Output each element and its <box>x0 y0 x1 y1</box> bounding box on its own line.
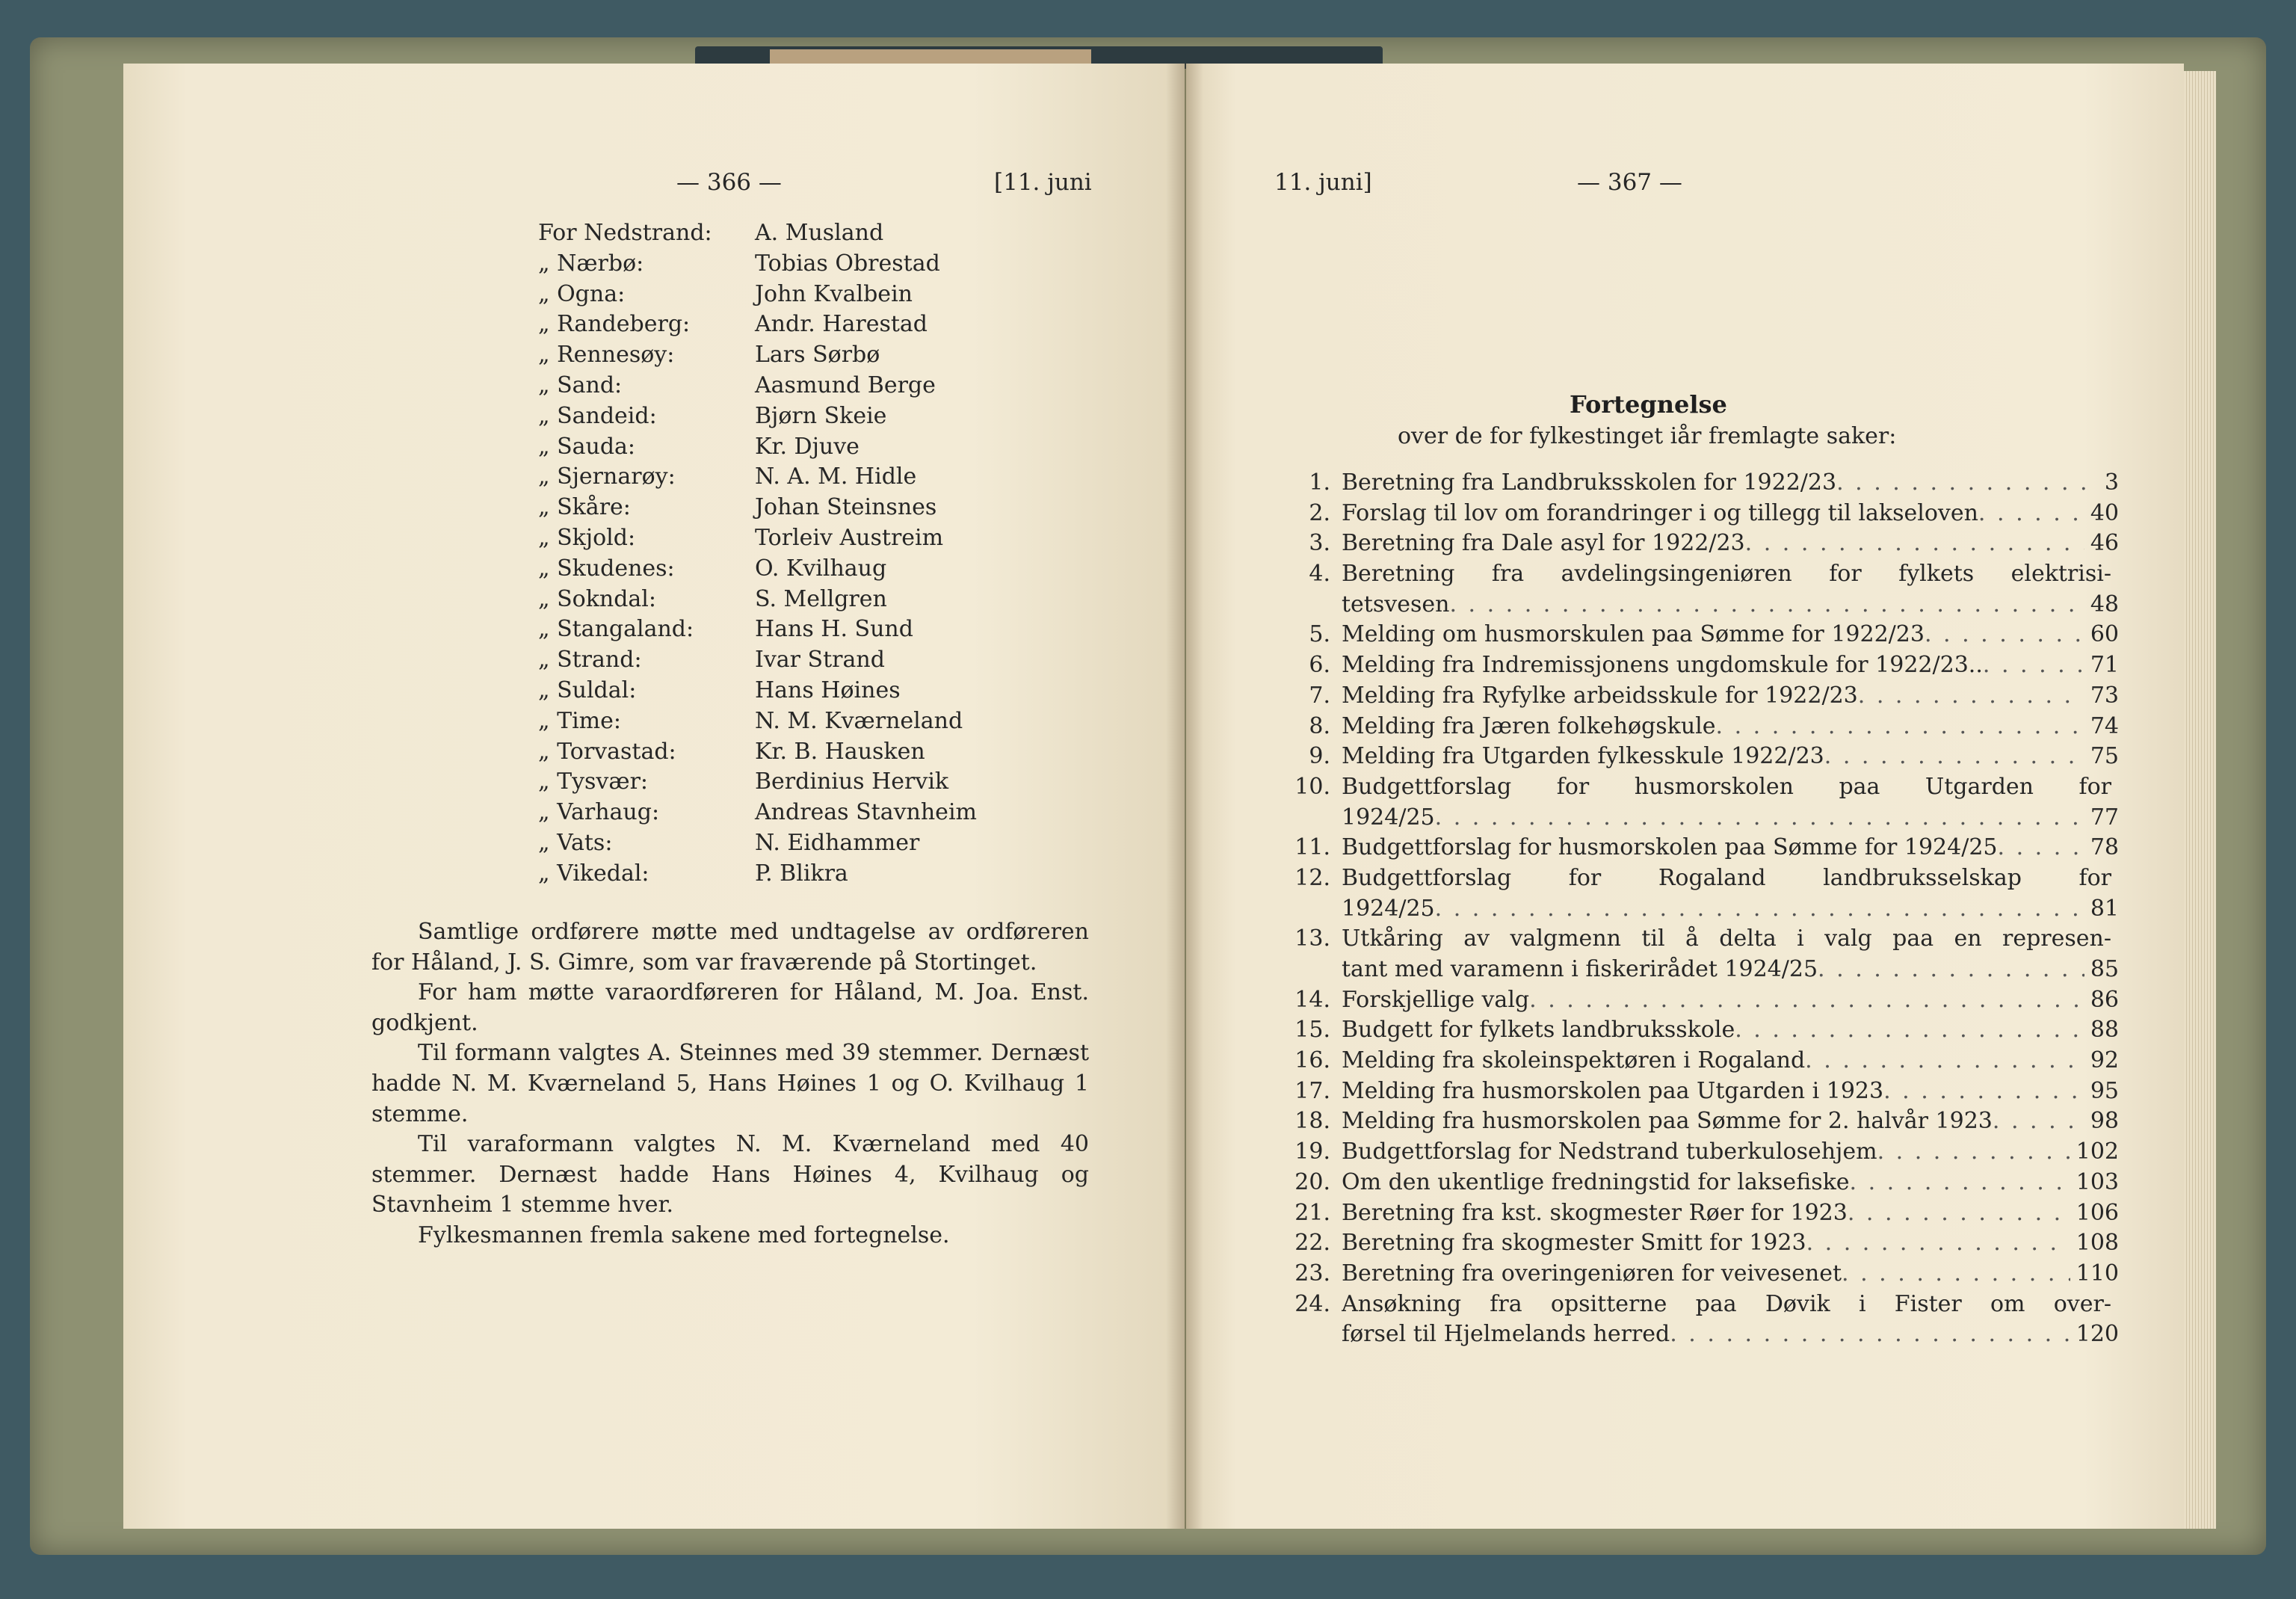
toc-entry <box>1271 1106 2119 1137</box>
toc-entry <box>1271 863 2119 924</box>
toc-entry-text: 1924/25 <box>1342 804 1435 831</box>
roster-name: Hans H. Sund <box>755 616 913 643</box>
roster-row <box>538 249 1046 280</box>
toc-leader-dots <box>1836 468 2099 499</box>
roster-place: „ Rennesøy: <box>538 342 675 369</box>
toc-page-number: 71 <box>2090 652 2119 679</box>
toc-entry-text: Budgettforslag for husmorskolen paa Sømme for 1924/25 <box>1342 834 1998 861</box>
toc-entry-text: Beretning fra avdelingsingeniøren for fylkets elektrisi- <box>1342 561 2111 588</box>
roster-row <box>538 309 1046 340</box>
toc-entry-number: 5. <box>1309 621 1330 648</box>
toc-entry-number: 16. <box>1294 1047 1330 1074</box>
toc-leader-dots <box>1670 1319 2070 1350</box>
roster-place: „ Sauda: <box>538 433 636 460</box>
toc-entry-text: Melding fra Jæren folkehøgskule <box>1342 712 1716 739</box>
toc-title: Fortegnelse <box>1570 390 1727 419</box>
toc-entry <box>1271 468 2119 499</box>
roster-place: „ Tysvær: <box>538 768 649 795</box>
toc-leader-dots <box>1449 590 2084 620</box>
roster-place: „ Randeberg: <box>538 311 691 338</box>
toc-entry-number: 22. <box>1294 1230 1330 1257</box>
toc-page-number: 46 <box>2090 530 2119 557</box>
roster-place: „ Varhaug: <box>538 799 660 826</box>
toc-entry-number: 15. <box>1294 1017 1330 1044</box>
toc-entry-text: Forskjellige valg <box>1342 986 1530 1013</box>
toc-entry-text: Melding om husmorskulen paa Sømme for 1922/23 <box>1342 621 1925 648</box>
roster-place: „ Torvastad: <box>538 738 676 765</box>
toc-entry-number: 11. <box>1294 834 1330 861</box>
toc-page-number: 106 <box>2076 1199 2119 1226</box>
roster-place: „ Sjernarøy: <box>538 463 676 490</box>
roster-name: Hans Høines <box>755 677 901 703</box>
roster-name: Johan Steinsnes <box>755 494 937 521</box>
toc-entry-number: 6. <box>1309 652 1330 679</box>
roster-name: N. M. Kværneland <box>755 707 963 734</box>
toc-leader-dots <box>1529 985 2084 1016</box>
roster-place: „ Vikedal: <box>538 860 649 887</box>
toc-leader-dots <box>1842 1259 2070 1290</box>
right-header-date: 11. juni] <box>1274 169 1372 196</box>
toc-entry <box>1271 924 2119 985</box>
toc-entry-text: Melding fra husmorskolen paa Sømme for 2. halvår 1923 <box>1342 1108 1993 1135</box>
toc-page-number: 102 <box>2076 1139 2119 1165</box>
toc-entry-number: 17. <box>1294 1077 1330 1104</box>
toc-leader-dots <box>1850 1168 2070 1198</box>
toc-entry-text: Beretning fra kst. skogmester Røer for 1923 <box>1342 1199 1848 1226</box>
toc-entry-text: Melding fra Indremissjonens ungdomskule for 1922/23.. <box>1342 652 1983 679</box>
roster-name: N. Eidhammer <box>755 829 920 856</box>
toc-leader-dots <box>1877 1137 2070 1168</box>
toc-entry-text: Budgettforslag for Rogaland landbruksselskap for <box>1342 864 2111 891</box>
toc-entry <box>1271 1076 2119 1107</box>
roster-row <box>538 462 1046 493</box>
roster-row <box>538 280 1046 310</box>
toc-leader-dots <box>1818 955 2084 985</box>
roster-place: „ Sokndal: <box>538 585 656 612</box>
roster-name: Torleiv Austreim <box>755 524 944 551</box>
toc-page-number: 85 <box>2090 956 2119 982</box>
roster-name: John Kvalbein <box>755 280 913 307</box>
toc-page-number: 86 <box>2090 986 2119 1013</box>
toc-entry-number: 23. <box>1294 1260 1330 1287</box>
roster-place: „ Sandeid: <box>538 402 657 429</box>
toc-leader-dots <box>1978 499 2084 529</box>
minutes-paragraph: Til varaformann valgtes N. M. Kværneland med 40 stemmer. Dernæst hadde Hans Høines 4, Kvilhaug og Stavnheim 1 stemme hver. <box>371 1131 1089 1218</box>
roster-place: „ Sand: <box>538 372 623 398</box>
toc-page-number: 73 <box>2090 682 2119 709</box>
toc-entry-text: Ansøkning fra opsitterne paa Døvik i Fister om over- <box>1342 1290 2111 1317</box>
toc-entry <box>1271 1198 2119 1229</box>
toc-entry-text: 1924/25 <box>1342 895 1435 922</box>
toc-entry-number: 21. <box>1294 1199 1330 1226</box>
toc-page-number: 81 <box>2090 895 2119 922</box>
roster-place: „ Stangaland: <box>538 616 694 643</box>
book-gutter <box>1166 64 1203 1529</box>
roster-place: „ Vats: <box>538 829 613 856</box>
toc-entry-text: Beretning fra Dale asyl for 1922/23 <box>1342 530 1745 557</box>
toc-page-number: 48 <box>2090 591 2119 617</box>
toc-entry-number: 2. <box>1309 499 1330 526</box>
toc-entry <box>1271 985 2119 1016</box>
mayor-roster <box>538 218 1046 890</box>
roster-place: „ Strand: <box>538 647 642 674</box>
toc-leader-dots <box>1883 1076 2084 1107</box>
toc-entry-text: Beretning fra overingeniøren for veivesenet <box>1342 1260 1842 1287</box>
toc-entry-text: Melding fra husmorskolen paa Utgarden i 1923 <box>1342 1077 1884 1104</box>
toc-entry-text: Beretning fra Landbruksskolen for 1922/23 <box>1342 469 1837 496</box>
toc-entry <box>1271 529 2119 559</box>
roster-name: Lars Sørbø <box>755 342 880 369</box>
roster-name: S. Mellgren <box>755 585 887 612</box>
toc-entry-number: 24. <box>1294 1290 1330 1317</box>
toc-entry-text: Melding fra skoleinspektøren i Rogaland <box>1342 1047 1806 1074</box>
toc-entry <box>1271 772 2119 833</box>
roster-name: P. Blikra <box>755 860 848 887</box>
roster-row <box>538 371 1046 401</box>
minutes-paragraph: Fylkesmannen fremla sakene med fortegnelse. <box>418 1221 950 1248</box>
roster-row <box>538 523 1046 554</box>
roster-row <box>538 432 1046 463</box>
toc-entry-text: Melding fra Utgarden fylkesskule 1922/23 <box>1342 743 1824 770</box>
toc-entry <box>1271 559 2119 620</box>
right-page-number: — 367 — <box>1577 169 1682 196</box>
toc-entry <box>1271 1259 2119 1290</box>
toc-entry <box>1271 742 2119 772</box>
toc-entry <box>1271 499 2119 529</box>
roster-place: „ Skudenes: <box>538 555 675 582</box>
roster-name: Ivar Strand <box>755 647 885 674</box>
toc-leader-dots <box>1735 1015 2084 1046</box>
roster-row <box>538 340 1046 371</box>
roster-row <box>538 859 1046 890</box>
toc-page-number: 98 <box>2090 1108 2119 1135</box>
roster-row <box>538 737 1046 768</box>
toc-entry <box>1271 1290 2119 1350</box>
toc-entry-text: Budgett for fylkets landbruksskole <box>1342 1017 1735 1044</box>
roster-name: A. Musland <box>755 220 884 246</box>
roster-place: „ Suldal: <box>538 677 637 703</box>
toc-entry-text: Budgettforslag for Nedstrand tuberkulosehjem <box>1342 1139 1877 1165</box>
toc-leader-dots <box>1993 1106 2084 1137</box>
toc-page-number: 103 <box>2076 1168 2119 1195</box>
minutes-paragraph: Til formann valgtes A. Steinnes med 39 stemmer. Dernæst hadde N. M. Kværneland 5, Hans Høines 1 og O. Kvilhaug 1 stemme. <box>371 1040 1089 1127</box>
toc-page-number: 110 <box>2076 1260 2119 1287</box>
roster-row <box>538 585 1046 615</box>
toc-leader-dots <box>1858 681 2084 712</box>
toc-page-number: 120 <box>2076 1321 2119 1348</box>
toc-entry-number: 4. <box>1309 561 1330 588</box>
toc-entry-number: 20. <box>1294 1168 1330 1195</box>
roster-row <box>538 798 1046 828</box>
roster-name: Tobias Obrestad <box>755 250 940 277</box>
toc-page-number: 78 <box>2090 834 2119 861</box>
toc-entry <box>1271 712 2119 742</box>
toc-entry-number: 3. <box>1309 530 1330 557</box>
toc-entry-number: 1. <box>1309 469 1330 496</box>
roster-place: „ Skåre: <box>538 494 631 521</box>
toc-entry-number: 9. <box>1309 743 1330 770</box>
toc-entry-number: 8. <box>1309 712 1330 739</box>
roster-name: Andreas Stavnheim <box>755 799 977 826</box>
roster-place: „ Skjold: <box>538 524 636 551</box>
toc-entry-number: 12. <box>1294 864 1330 891</box>
toc-entry <box>1271 650 2119 681</box>
toc-entry <box>1271 1137 2119 1168</box>
toc-entry-number: 19. <box>1294 1139 1330 1165</box>
toc-leader-dots <box>1435 803 2084 834</box>
roster-row <box>538 676 1046 706</box>
left-page-number: — 366 — <box>676 169 782 196</box>
toc-page-number: 60 <box>2090 621 2119 648</box>
toc-page-number: 108 <box>2076 1230 2119 1257</box>
roster-row <box>538 554 1046 585</box>
toc-entry-text: Budgettforslag for husmorskolen paa Utgarden for <box>1342 773 2111 800</box>
toc-entry <box>1271 1168 2119 1198</box>
toc-page-number: 75 <box>2090 743 2119 770</box>
toc-entry <box>1271 833 2119 863</box>
toc-entry-number: 10. <box>1294 773 1330 800</box>
toc-leader-dots <box>1983 650 2084 681</box>
toc-entry-text: Beretning fra skogmester Smitt for 1923 <box>1342 1230 1806 1257</box>
minutes-paragraph: Samtlige ordførere møtte med undtagelse av ordføreren for Håland, J. S. Gimre, som var fraværende på Stortinget. <box>371 919 1089 976</box>
toc-leader-dots <box>1925 620 2084 650</box>
toc-page-number: 3 <box>2104 469 2119 496</box>
toc-entry-text: førsel til Hjelmelands herred <box>1342 1321 1670 1348</box>
toc-leader-dots <box>1848 1198 2070 1229</box>
toc-entry-number: 14. <box>1294 986 1330 1013</box>
toc-page-number: 88 <box>2090 1017 2119 1044</box>
toc-leader-dots <box>1716 712 2084 742</box>
roster-row <box>538 614 1046 645</box>
roster-row <box>538 706 1046 737</box>
toc-page-number: 40 <box>2090 499 2119 526</box>
minutes-text <box>371 917 1089 1251</box>
roster-name: Aasmund Berge <box>755 372 936 398</box>
toc-entry-text: Om den ukentlige fredningstid for laksefiske <box>1342 1168 1850 1195</box>
roster-place: „ Time: <box>538 707 621 734</box>
toc-page-number: 74 <box>2090 712 2119 739</box>
toc-entry <box>1271 1046 2119 1076</box>
roster-place: „ Ogna: <box>538 280 626 307</box>
toc-page-number: 95 <box>2090 1077 2119 1104</box>
toc-leader-dots <box>1805 1046 2084 1076</box>
roster-name: Berdinius Hervik <box>755 768 949 795</box>
roster-row <box>538 645 1046 676</box>
toc-leader-dots <box>1435 894 2084 925</box>
roster-name: Kr. B. Hausken <box>755 738 925 765</box>
roster-row <box>538 493 1046 523</box>
toc-entry-text: Utkåring av valgmenn til å delta i valg paa en represen- <box>1342 925 2111 952</box>
roster-row <box>538 218 1046 249</box>
roster-row <box>538 401 1046 432</box>
toc-entry-text: Forslag til lov om forandringer i og tillegg til lakseloven <box>1342 499 1978 526</box>
roster-name: N. A. M. Hidle <box>755 463 917 490</box>
toc-leader-dots <box>1806 1228 2070 1259</box>
roster-name: O. Kvilhaug <box>755 555 887 582</box>
toc-page-number: 92 <box>2090 1047 2119 1074</box>
toc-leader-dots <box>1745 529 2084 559</box>
toc-entry-text: tant med varamenn i fiskerirådet 1924/25 <box>1342 956 1818 982</box>
roster-place: „ Nærbø: <box>538 250 644 277</box>
roster-place: For Nedstrand: <box>538 220 712 246</box>
minutes-paragraph: For ham møtte varaordføreren for Håland, M. Joa. Enst. godkjent. <box>371 979 1089 1036</box>
roster-row <box>538 828 1046 859</box>
roster-name: Andr. Harestad <box>755 311 928 338</box>
toc-entry-number: 13. <box>1294 925 1330 952</box>
toc-leader-dots <box>1998 833 2084 863</box>
toc-entry-text: Melding fra Ryfylke arbeidsskule for 1922/23 <box>1342 682 1858 709</box>
toc-entry <box>1271 1228 2119 1259</box>
toc-entry-number: 18. <box>1294 1108 1330 1135</box>
left-header-date: [11. juni <box>994 169 1092 196</box>
toc-leader-dots <box>1824 742 2084 772</box>
toc-list <box>1271 468 2119 1350</box>
toc-entry <box>1271 1015 2119 1046</box>
toc-entry-text: tetsvesen <box>1342 591 1450 617</box>
toc-subtitle: over de for fylkestinget iår fremlagte saker: <box>1398 423 1897 449</box>
toc-entry <box>1271 681 2119 712</box>
toc-page-number: 77 <box>2090 804 2119 831</box>
roster-name: Bjørn Skeie <box>755 402 887 429</box>
toc-entry-number: 7. <box>1309 682 1330 709</box>
roster-name: Kr. Djuve <box>755 433 860 460</box>
toc-entry <box>1271 620 2119 650</box>
roster-row <box>538 767 1046 798</box>
